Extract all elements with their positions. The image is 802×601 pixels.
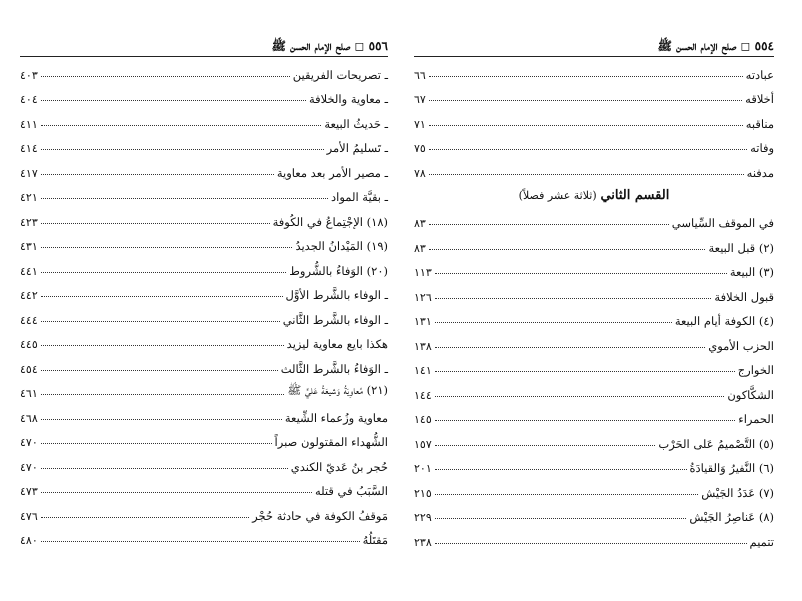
toc-entry-page-number: ٧٥ [414,142,426,155]
toc-entry-page-number: ٧١ [414,117,426,131]
toc-entry-page-number: ٤١١ [20,117,38,131]
page-gutter [398,60,399,560]
dot-leader [435,517,687,519]
toc-entry-page-number: ٤٤٢ [20,289,38,302]
dot-leader [41,393,285,395]
toc-entry-label: (٥) التَّصْميمُ عَلى الحَرْب [658,436,774,451]
toc-entry-page-number: ٤١٧ [20,166,38,180]
toc-entry [414,304,774,329]
dot-leader [41,99,306,101]
dot-leader [41,222,270,224]
left-page [20,0,388,601]
toc-entry-page-number: ٨٣ [414,217,426,230]
toc-entry-page-number: ٤٧٠ [20,460,38,474]
toc-entry-label: مَوقفُ الكوفة في حادثة حُجْر [252,508,388,523]
toc-entry-label: هكذا بايع معاوية ليزيد [286,337,388,351]
toc-entry-page-number: ٤٢١ [20,191,38,204]
toc-entry [414,279,774,304]
toc-entry-page-number: ١١٣ [414,266,432,279]
toc-entry [20,474,388,499]
toc-entry-label: (٢٠) الوَفاءُ بالشُّروط [289,263,388,278]
toc-entry-label: ـ تصريحات الفريقين [292,67,388,82]
dot-leader [435,468,687,470]
toc-entry-page-number: ٤٤٤ [20,313,38,327]
dot-leader [435,272,727,274]
toc-entry-label: مَقتَلُهُ [362,533,388,547]
right-toc-list [414,57,774,549]
section-title: القسم الثاني [600,187,670,203]
toc-entry-page-number: ١٥٧ [414,437,432,451]
toc-entry-label: قبول الخلافة [714,289,774,304]
toc-entry-page-number: ٤٠٤ [20,93,38,106]
toc-entry-label: ـ حَديثُ البيعة [324,116,388,131]
toc-entry-label: (٧) عَدَدُ الجَيْش [701,485,774,500]
toc-entry-label: في الموقف السِّياسي [671,216,774,230]
toc-entry-label: الخوارج [737,363,774,377]
toc-entry-label: (١٨) الإجْتِماعُ في الكُوفة [272,214,388,229]
toc-entry-page-number: ٤٢٣ [20,215,38,229]
dot-leader [41,246,293,248]
dot-leader [41,124,322,126]
right-page [414,0,774,601]
toc-entry [20,449,388,474]
dot-leader [41,344,284,346]
toc-entry [414,500,774,525]
dot-leader [429,99,742,101]
toc-entry-page-number: ٦٧ [414,93,426,106]
toc-entry-page-number: ٤٠٣ [20,68,38,82]
toc-entry-label: الحزب الأموي [708,338,774,353]
toc-entry-label: (٢١) مُعاوِيَةُ وَشيعَةُ عَليٍّ ﷺ [287,383,388,397]
toc-entry [414,353,774,378]
toc-entry-label: ـ الوفاء بالشَّرط الثَّاني [282,312,388,327]
toc-entry [20,229,388,254]
dot-leader [435,297,712,299]
toc-entry-label: ـ الوَفاءُ بالشَّرط الثَّالث [280,361,388,376]
right-page-header-title: ٥٥٤ ◻ صلح الإمام الحسن ﷺ [657,39,774,53]
toc-entry-label: ـ معاوية والخلافة [308,92,388,106]
toc-entry [414,106,774,131]
dot-leader [41,295,283,297]
toc-entry-label: (١٩) المَيْدانُ الجديدُ [295,239,388,253]
toc-entry-page-number: ٤٦٨ [20,411,38,425]
dot-leader [41,418,282,420]
dot-leader [429,248,706,250]
toc-entry-label: مناقبه [745,116,774,131]
toc-entry-page-number: ٤١٤ [20,142,38,155]
toc-entry-label: معاوية وزُعماء الشِّيعة [284,410,388,425]
toc-entry-page-number: ٤٨٠ [20,534,38,547]
dot-leader [41,271,287,273]
toc-entry-label: أخلاقه [745,92,774,106]
toc-entry-label: (٣) البيعة [729,265,774,279]
toc-entry-page-number: ٤٧٣ [20,485,38,498]
dot-leader [429,124,743,126]
toc-entry-label: ـ الوفاء بالشَّرط الأوَّل [285,288,388,302]
toc-entry-page-number: ٦٦ [414,68,426,82]
toc-entry [20,327,388,352]
toc-entry [414,206,774,231]
toc-entry [414,426,774,451]
toc-entry [20,180,388,205]
toc-entry [414,155,774,180]
dot-leader [435,444,656,446]
toc-entry [414,255,774,280]
toc-entry [20,278,388,303]
toc-entry-page-number: ٤٤٥ [20,338,38,351]
dot-leader [429,173,744,175]
toc-entry-page-number: ١٤١ [414,364,432,377]
toc-entry-page-number: ٤٤١ [20,264,38,278]
toc-entry-label: ـ مصير الأمر بعد معاوية [276,165,388,180]
toc-entry-label: (٤) الكوفة أيام البيعة [674,314,774,328]
toc-entry-page-number: ١٣١ [414,315,432,328]
left-toc-list [20,57,388,547]
toc-entry-page-number: ٢١٥ [414,486,432,500]
toc-entry [20,425,388,450]
toc-entry-label: وفاته [750,141,774,155]
toc-entry [20,400,388,425]
toc-entry [414,82,774,107]
toc-entry [20,155,388,180]
dot-leader [41,75,290,77]
toc-entry-page-number: ١٤٥ [414,413,432,426]
right-page-header [414,38,774,57]
dot-leader [41,540,360,542]
toc-entry-label: تتميم [749,534,774,549]
toc-entry [20,131,388,156]
toc-entry-label: عبادته [745,67,774,82]
dot-leader [435,419,736,421]
toc-entry-page-number: ٤٧٦ [20,509,38,523]
dot-leader [41,491,312,493]
toc-entry [20,302,388,327]
toc-entry-label: (٢) قبل البيعة [708,240,774,255]
toc-entry [20,376,388,401]
toc-entry [20,523,388,548]
toc-entry-page-number: ١٣٨ [414,339,432,353]
toc-entry [20,82,388,107]
toc-entry-page-number: ٤٧٠ [20,436,38,449]
toc-entry [20,106,388,131]
toc-entry-label: (٦) النَّفيرُ وَالقيادَةُ [689,461,774,475]
dot-leader [429,148,747,150]
toc-entry-page-number: ١٤٤ [414,388,432,402]
toc-entry-page-number: ٢٣٨ [414,535,432,549]
dot-leader [41,148,324,150]
toc-entry [20,57,388,82]
toc-entry-page-number: ٢٠١ [414,462,432,475]
dot-leader [41,369,278,371]
dot-leader [429,223,669,225]
toc-entry-label: ـ تَسليمُ الأمر [326,141,388,155]
toc-entry-page-number: ٧٨ [414,166,426,180]
dot-leader [435,395,725,397]
toc-entry-label: (٨) عَناصِرُ الجَيْش [689,510,774,524]
dot-leader [435,321,672,323]
toc-entry-page-number: ٤٣١ [20,240,38,253]
toc-entry-label: السَّبَبُ في قتله [314,484,388,498]
toc-entry [414,475,774,500]
dot-leader [41,320,280,322]
toc-entry-label: ـ بقيَّة المواد [331,190,388,204]
toc-entry-label: الحمراء [738,412,774,426]
toc-entry [414,230,774,255]
dot-leader [435,542,747,544]
toc-entry [414,377,774,402]
toc-entry [20,498,388,523]
toc-entry-page-number: ٤٦١ [20,387,38,400]
dot-leader [435,493,699,495]
toc-entry-page-number: ٤٥٤ [20,362,38,376]
toc-entry [414,57,774,82]
toc-entry [20,204,388,229]
left-page-header-title: ٥٥٦ ◻ صلح الإمام الحسن ﷺ [271,39,388,53]
dot-leader [41,173,274,175]
dot-leader [41,442,272,444]
section-heading [414,180,774,206]
toc-entry-label: الشُّهداء المقتولون صبراً [274,435,388,449]
toc-entry [20,351,388,376]
toc-entry [414,451,774,476]
toc-entry [414,402,774,427]
toc-entry [20,253,388,278]
left-page-header [20,38,388,57]
dot-leader [435,370,735,372]
dot-leader [41,467,288,469]
toc-entry [414,131,774,156]
dot-leader [429,75,743,77]
section-subtitle: (ثلاثة عشر فصلاً) [518,188,597,202]
toc-entry-label: مدفنه [746,165,774,180]
toc-entry-page-number: ١٢٦ [414,290,432,304]
toc-entry-page-number: ٨٣ [414,241,426,255]
toc-entry [414,328,774,353]
dot-leader [41,516,249,518]
toc-entry-label: الشكَّاكون [727,387,774,402]
toc-entry-page-number: ٢٢٩ [414,511,432,524]
toc-entry [414,524,774,549]
dot-leader [41,197,328,199]
toc-entry-label: حُجر بنُ عَديّ الكندي [290,459,388,474]
dot-leader [435,346,705,348]
